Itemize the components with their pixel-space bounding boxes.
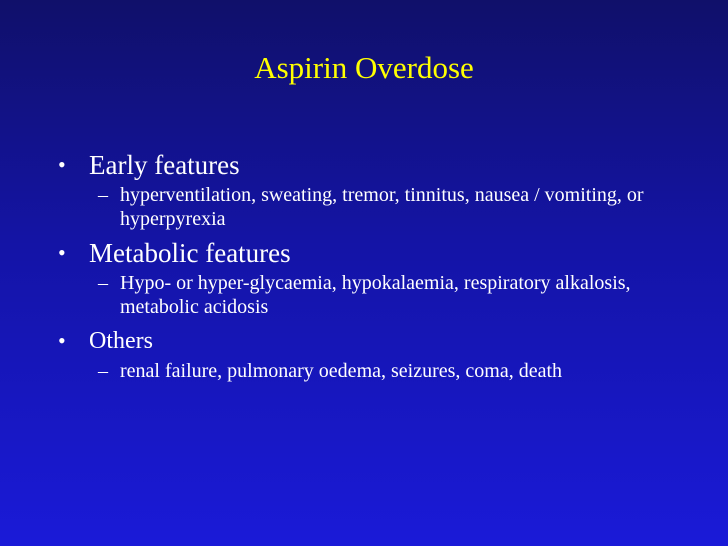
bullet-others (58, 325, 698, 357)
sub-bullet-metabolic-features (58, 271, 680, 319)
bullet-list (58, 145, 698, 389)
bullet-metabolic-features (58, 237, 698, 269)
bullet-heading: Early features (89, 150, 240, 180)
bullet-early-features (58, 149, 698, 181)
bullet-icon: • (58, 152, 66, 177)
slide-title: Aspirin Overdose (254, 50, 474, 85)
bullet-icon: • (58, 240, 66, 265)
sub-bullet-text: hyperventilation, sweating, tremor, tinnitus, nausea / vomiting, or hyperpyrexia (120, 184, 644, 230)
sub-bullet-text: renal failure, pulmonary oedema, seizures, coma, death (120, 360, 563, 382)
dash-icon: – (98, 184, 108, 206)
sub-bullet-others (58, 359, 720, 383)
sub-bullet-text: Hypo- or hyper-glycaemia, hypokalaemia, respiratory alkalosis, metabolic acidosis (120, 272, 631, 318)
bullet-heading: Others (89, 328, 153, 354)
dash-icon: – (98, 360, 108, 382)
bullet-icon: • (58, 328, 66, 353)
sub-bullet-early-features (58, 183, 680, 231)
bullet-heading: Metabolic features (89, 238, 291, 268)
dash-icon: – (98, 272, 108, 294)
